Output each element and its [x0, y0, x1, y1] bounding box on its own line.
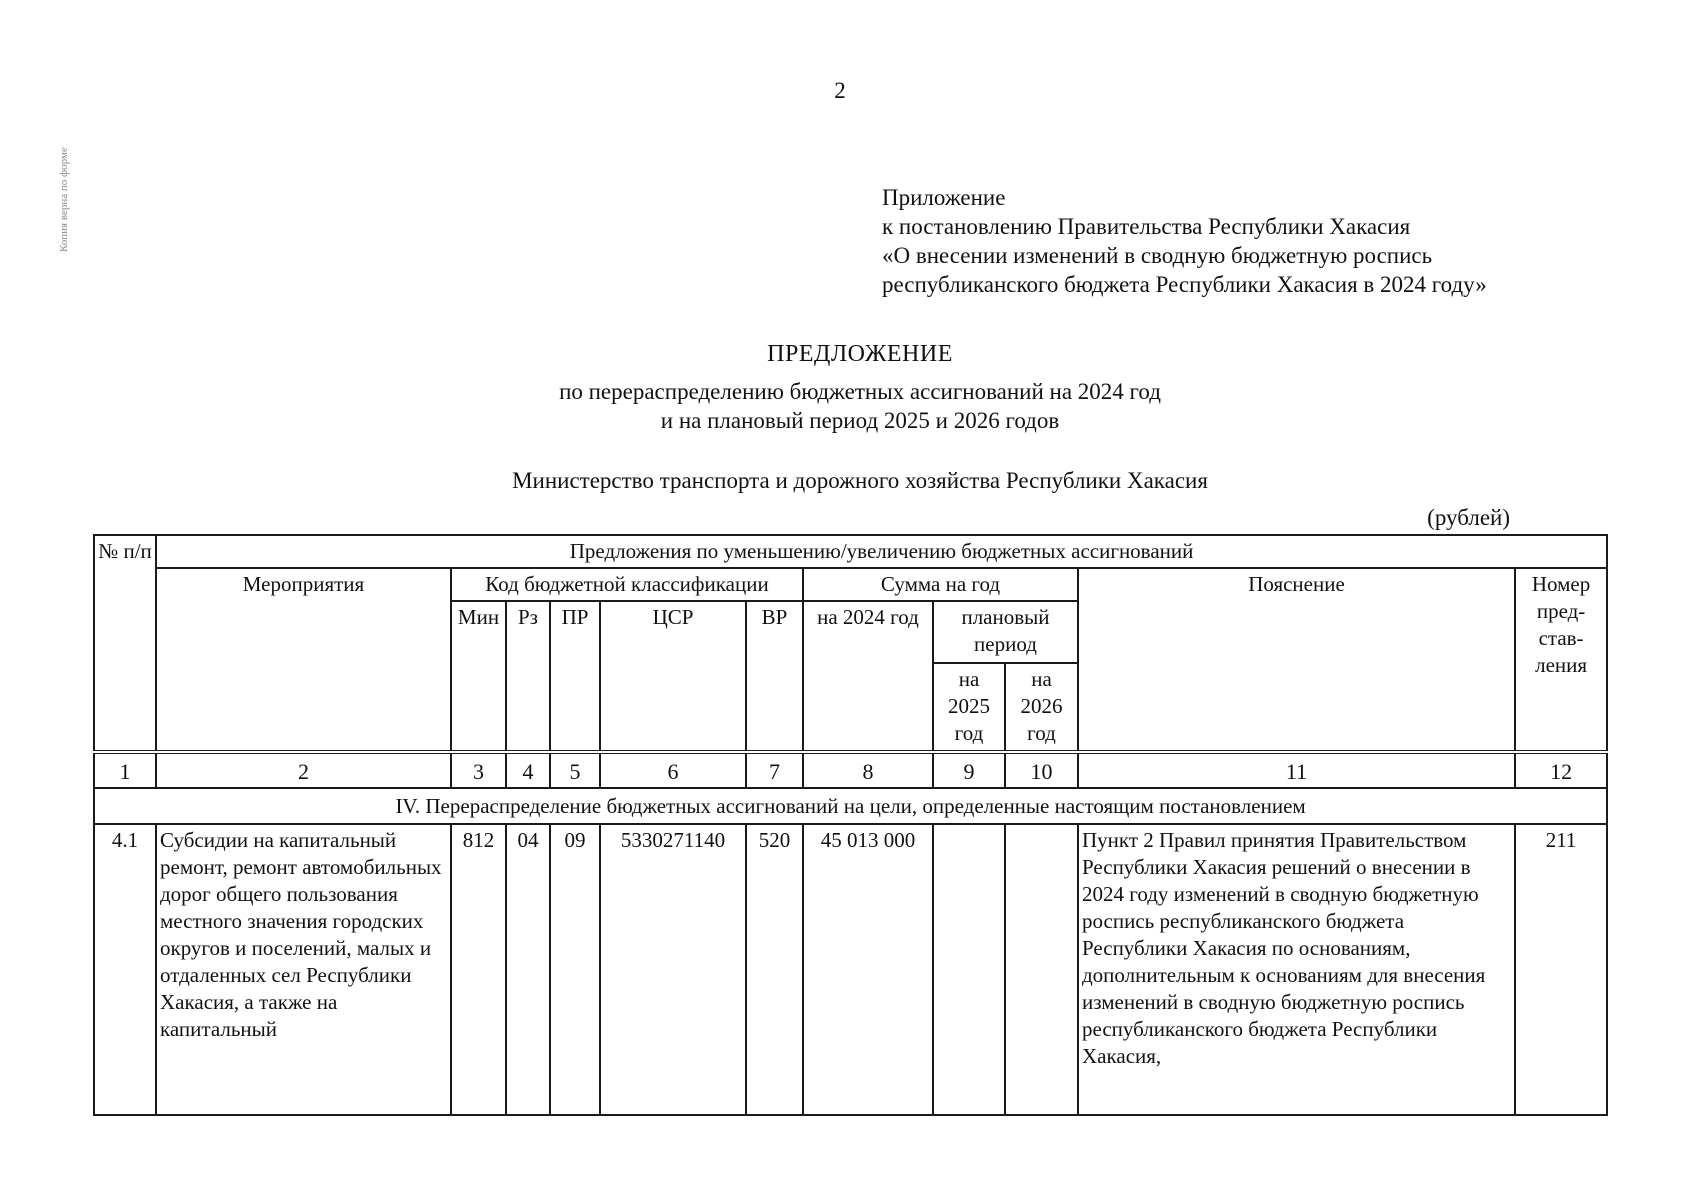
- col-number: 5: [550, 752, 600, 788]
- header-2024: на 2024 год: [803, 601, 933, 752]
- appendix-line: «О внесении изменений в сводную бюджетную роспись: [882, 243, 1433, 268]
- header-sum: Сумма на год: [803, 568, 1078, 601]
- col-number: 1: [94, 752, 156, 788]
- margin-stamp: Копия верна по форме: [58, 147, 70, 252]
- col-number: 7: [746, 752, 803, 788]
- header-code: Код бюджетной классификации: [451, 568, 803, 601]
- document-subtitle: [0, 377, 1698, 435]
- header-rz: Рз: [506, 601, 550, 752]
- section-heading: IV. Перераспределение бюджетных ассигнований на цели, определенные настоящим постановлением: [94, 788, 1607, 824]
- row-num: 4.1: [94, 824, 156, 1115]
- budget-table: [93, 534, 1608, 1116]
- col-number: 9: [933, 752, 1005, 788]
- row-explanation: Пункт 2 Правил принятия Правительством Республики Хакасия решений о внесении в 2024 году изменений в сводную бюджетную роспись республиканского бюджета Республики Хакасия по основаниям, дополнительным к основаниям для внесения изменений в сводную бюджетную роспись республиканского бюджета Республики Хакасия,: [1078, 824, 1515, 1115]
- col-number: 6: [600, 752, 746, 788]
- header-num: № п/п: [94, 535, 156, 752]
- appendix-line: республиканского бюджета Республики Хакасия в 2024 году»: [882, 272, 1487, 297]
- col-number: 8: [803, 752, 933, 788]
- header-explanation: Пояснение: [1078, 568, 1515, 752]
- header-planned: плановый период: [933, 601, 1078, 663]
- ministry-name: Министерство транспорта и дорожного хозяйства Республики Хакасия: [512, 468, 1208, 493]
- header-pr: ПР: [550, 601, 600, 752]
- units-label: (рублей): [1427, 505, 1510, 530]
- header-proposals: Предложения по уменьшению/увеличению бюджетных ассигнований: [156, 535, 1607, 568]
- subtitle-line: по перераспределению бюджетных ассигнований на 2024 год: [559, 379, 1161, 404]
- appendix-line: к постановлению Правительства Республики Хакасия: [882, 214, 1411, 239]
- header-2026: на 2026 год: [1005, 663, 1078, 752]
- row-2024: 45 013 000: [803, 824, 933, 1115]
- row-pr: 09: [550, 824, 600, 1115]
- row-rz: 04: [506, 824, 550, 1115]
- row-csr: 5330271140: [600, 824, 746, 1115]
- col-number: 10: [1005, 752, 1078, 788]
- header-min: Мин: [451, 601, 506, 752]
- col-number: 2: [156, 752, 451, 788]
- row-submission: 211: [1515, 824, 1607, 1115]
- row-measure: Субсидии на капитальный ремонт, ремонт автомобильных дорог общего пользования местного значения городских округов и поселений, малых и отдаленных сел Республики Хакасия, а также на капитальный: [156, 824, 451, 1115]
- col-number: 4: [506, 752, 550, 788]
- appendix-line: Приложение: [882, 185, 1006, 210]
- subtitle-line: и на плановый период 2025 и 2026 годов: [660, 408, 1060, 433]
- header-vr: ВР: [746, 601, 803, 752]
- col-number: 3: [451, 752, 506, 788]
- col-number: 12: [1515, 752, 1607, 788]
- header-2025: на 2025 год: [933, 663, 1005, 752]
- header-measures: Мероприятия: [156, 568, 451, 752]
- page-number: 2: [834, 78, 846, 103]
- appendix-block: [882, 183, 1487, 299]
- row-vr: 520: [746, 824, 803, 1115]
- col-number: 11: [1078, 752, 1515, 788]
- row-2025: [933, 824, 1005, 1115]
- header-submission: Номер пред-став-ления: [1515, 568, 1607, 752]
- table-row: [94, 824, 1607, 1115]
- header-csr: ЦСР: [600, 601, 746, 752]
- document-title: ПРЕДЛОЖЕНИЕ: [767, 341, 953, 367]
- row-2026: [1005, 824, 1078, 1115]
- row-min: 812: [451, 824, 506, 1115]
